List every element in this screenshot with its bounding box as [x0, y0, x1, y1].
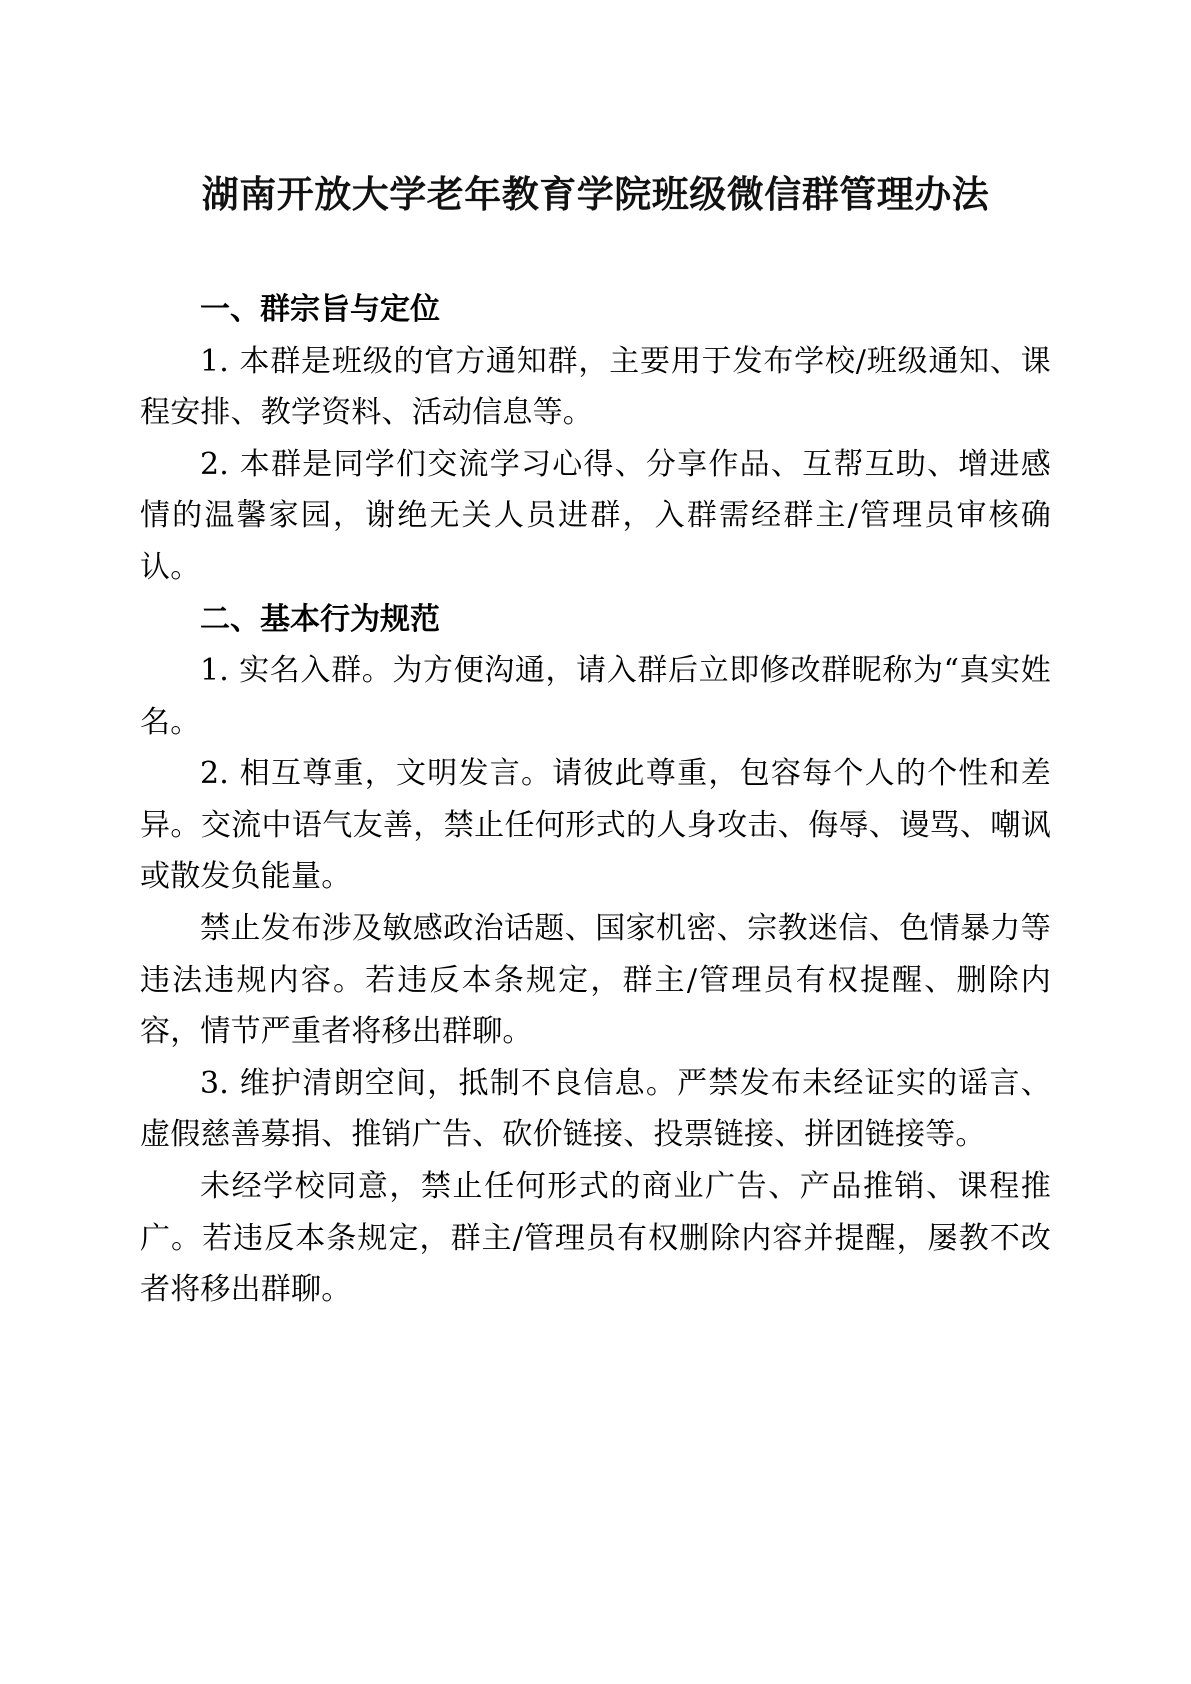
section-2-paragraph-4: 3. 维护清朗空间，抵制不良信息。严禁发布未经证实的谣言、虚假慈善募捐、推销广告、砍价链接、投票链接、拼团链接等。	[140, 1065, 1051, 1153]
section-2-paragraph-3: 禁止发布涉及敏感政治话题、国家机密、宗教迷信、色情暴力等违法违规内容。若违反本条规定，群主/管理员有权提醒、删除内容，情节严重者将移出群聊。	[140, 911, 1051, 1050]
section-2-paragraph-2: 2. 相互尊重，文明发言。请彼此尊重，包容每个人的个性和差异。交流中语气友善，禁止任何形式的人身攻击、侮辱、谩骂、嘲讽或散发负能量。	[140, 756, 1051, 895]
section-2-paragraph-5: 未经学校同意，禁止任何形式的商业广告、产品推销、课程推广。若违反本条规定，群主/管理员有权删除内容并提醒，屡教不改者将移出群聊。	[140, 1169, 1051, 1308]
section-1-paragraph-2: 2. 本群是同学们交流学习心得、分享作品、互帮互助、增进感情的温馨家园，谢绝无关人员进群，入群需经群主/管理员审核确认。	[140, 446, 1051, 585]
page-title: 湖南开放大学老年教育学院班级微信群管理办法	[201, 173, 990, 216]
section-heading-2: 二、基本行为规范	[200, 601, 440, 637]
section-1-paragraph-1: 1. 本群是班级的官方通知群，主要用于发布学校/班级通知、课程安排、教学资料、活动信息等。	[140, 343, 1051, 431]
section-2-paragraph-1: 1. 实名入群。为方便沟通，请入群后立即修改群昵称为“真实姓名。	[140, 653, 1051, 740]
section-heading-1: 一、群宗旨与定位	[200, 291, 440, 327]
document-body	[140, 284, 1051, 1316]
